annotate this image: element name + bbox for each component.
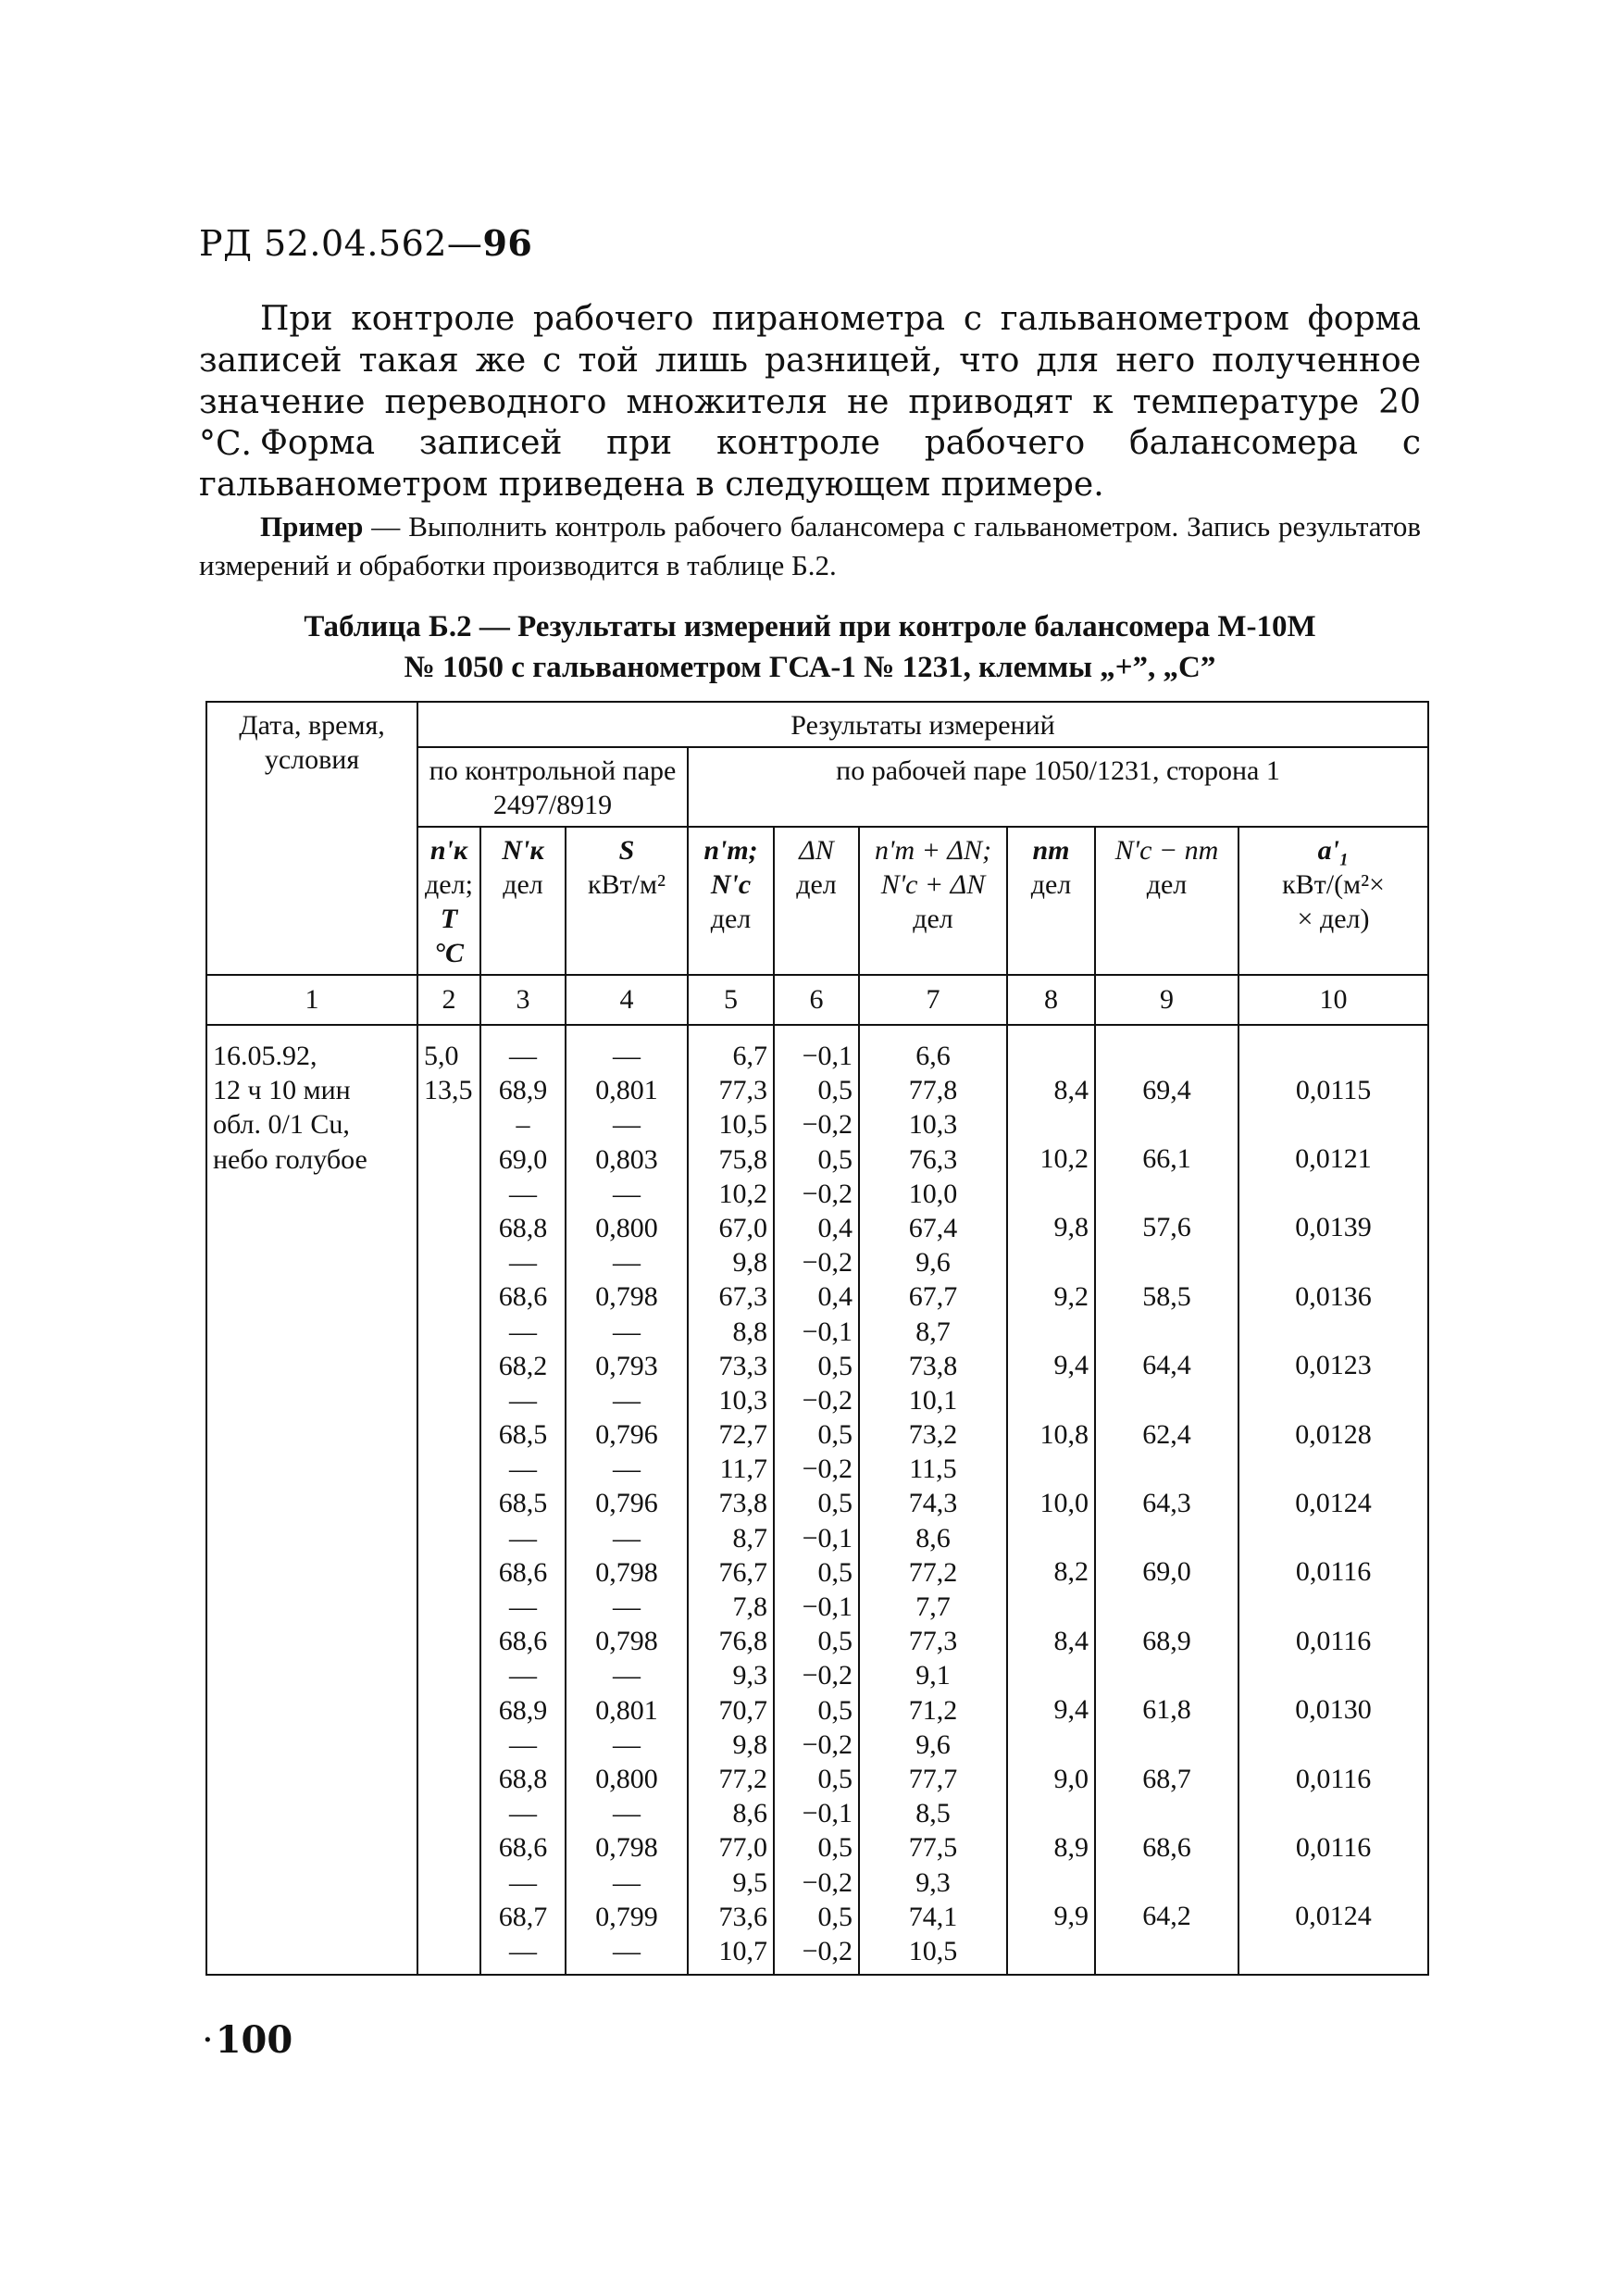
- cell-value: −0,1: [802, 1522, 853, 1554]
- cell-value: 0,799: [595, 1901, 658, 1932]
- cell-value: 9,0: [1053, 1763, 1089, 1794]
- cell-value: небо голубое: [213, 1143, 367, 1175]
- cell-value: 68,5: [498, 1488, 548, 1519]
- nt-cell: [1007, 1025, 1095, 1975]
- cell-value: 10,1: [908, 1384, 958, 1416]
- cell-value: 0,0128: [1295, 1418, 1372, 1450]
- cell-value: —: [509, 1384, 537, 1416]
- col-number: 2: [417, 975, 480, 1025]
- header-col-3: N'к дел: [480, 827, 566, 975]
- cell-value: 8,7: [915, 1316, 951, 1347]
- cell-value: −0,1: [802, 1591, 853, 1622]
- cell-value: 77,2: [718, 1763, 767, 1794]
- cell-value: −0,2: [802, 1247, 853, 1279]
- cell-value: 0,0116: [1295, 1763, 1372, 1794]
- cell-value: −0,2: [802, 1109, 853, 1141]
- cell-value: 0,798: [595, 1556, 658, 1588]
- example-lead: Пример: [260, 510, 364, 543]
- difference-cell: [1095, 1025, 1238, 1975]
- page-number: ·100: [202, 2018, 293, 2062]
- cell-value: 8,4: [1053, 1625, 1089, 1656]
- cell-value: 0,0123: [1295, 1350, 1372, 1381]
- cell-value: 73,2: [908, 1419, 958, 1451]
- col-number: 3: [480, 975, 566, 1025]
- cell-value: 67,4: [908, 1212, 958, 1243]
- cell-value: 9,1: [915, 1660, 951, 1691]
- cell-value: 68,2: [498, 1350, 548, 1381]
- table-caption: [199, 606, 1421, 688]
- cell-value: 73,8: [908, 1350, 958, 1381]
- header-col-7: n'т + ΔN; N'с + ΔN дел: [859, 827, 1007, 975]
- document-header: [199, 222, 532, 264]
- cell-value: 0,5: [817, 1694, 853, 1726]
- cell-value: 0,796: [595, 1488, 658, 1519]
- header-control-pair: по контрольной паре 2497/8919: [417, 747, 688, 827]
- example-note: [199, 507, 1421, 585]
- col-number: 1: [206, 975, 417, 1025]
- cell-value: 68,9: [1142, 1625, 1191, 1656]
- cell-value: −0,2: [802, 1454, 853, 1485]
- cell-value: —: [613, 1728, 641, 1760]
- cell-value: —: [613, 1591, 641, 1622]
- cell-value: 0,801: [595, 1075, 658, 1106]
- cell-value: 77,3: [718, 1075, 767, 1106]
- cell-value: 68,6: [498, 1626, 548, 1657]
- cell-value: 9,8: [732, 1247, 767, 1279]
- cell-value: 64,4: [1142, 1350, 1191, 1381]
- cell-value: —: [613, 1316, 641, 1347]
- cell-value: 77,7: [908, 1763, 958, 1794]
- cell-value: 6,7: [732, 1041, 767, 1071]
- cell-value: 61,8: [1142, 1694, 1191, 1726]
- cell-value: 9,3: [732, 1660, 767, 1691]
- cell-value: —: [509, 1728, 537, 1760]
- cell-value: —: [613, 1935, 641, 1966]
- cell-value: 8,8: [732, 1316, 767, 1347]
- cell-value: –: [516, 1109, 530, 1141]
- cell-value: —: [613, 1178, 641, 1209]
- cell-value: 8,7: [732, 1522, 767, 1554]
- cell-value: 9,6: [915, 1247, 951, 1279]
- cell-value: 68,5: [498, 1419, 548, 1451]
- cell-value: —: [509, 1522, 537, 1554]
- cell-value: 0,0116: [1295, 1831, 1372, 1863]
- cell-value: 9,8: [1053, 1212, 1089, 1243]
- cell-value: 76,7: [718, 1556, 767, 1588]
- cell-value: 13,5: [424, 1075, 473, 1106]
- cell-value: −0,2: [802, 1178, 853, 1209]
- header-col-5: n'т; N'с дел: [688, 827, 774, 975]
- cell-value: 0,793: [595, 1350, 658, 1381]
- table-body-row: [206, 1025, 1428, 1975]
- caption-line-1: Таблица Б.2 — Результаты измерений при контроле балансомера М-10М: [304, 610, 1316, 643]
- col-number: 9: [1095, 975, 1238, 1025]
- delta-n-cell: [774, 1025, 859, 1975]
- cell-value: —: [613, 1384, 641, 1416]
- cell-value: 67,0: [718, 1212, 767, 1243]
- cell-value: 6,6: [915, 1041, 951, 1071]
- control-s-cell: [566, 1025, 688, 1975]
- cell-value: 10,7: [718, 1935, 767, 1966]
- col-number: 5: [688, 975, 774, 1025]
- cell-value: 74,1: [908, 1901, 958, 1932]
- cell-value: 68,6: [498, 1556, 548, 1588]
- conditions-cell: [206, 1025, 417, 1975]
- cell-value: 9,4: [1053, 1350, 1089, 1381]
- cell-value: 68,6: [498, 1832, 548, 1864]
- cell-value: 64,2: [1142, 1901, 1191, 1932]
- cell-value: 0,0121: [1295, 1142, 1372, 1174]
- col-number: 8: [1007, 975, 1095, 1025]
- control-n-cell: [480, 1025, 566, 1975]
- cell-value: 0,0116: [1295, 1625, 1372, 1656]
- cell-value: 77,0: [718, 1832, 767, 1864]
- measurement-table: [205, 701, 1429, 1976]
- cell-value: 68,7: [498, 1901, 548, 1932]
- cell-value: 9,5: [732, 1866, 767, 1898]
- cell-value: 10,0: [1039, 1487, 1089, 1518]
- cell-value: 7,8: [732, 1591, 767, 1622]
- cell-value: —: [509, 1041, 537, 1071]
- example-text: — Выполнить контроль рабочего балансомера с гальванометром. Запись результатов измерений и обработки производится в таблице Б.2.: [199, 510, 1421, 581]
- cell-value: 0,0115: [1295, 1074, 1372, 1105]
- cell-value: 68,7: [1142, 1763, 1191, 1794]
- cell-value: 62,4: [1142, 1418, 1191, 1450]
- cell-value: 0,4: [817, 1281, 853, 1313]
- cell-value: 67,3: [718, 1281, 767, 1313]
- cell-value: обл. 0/1 Cu,: [213, 1109, 350, 1141]
- cell-value: —: [509, 1866, 537, 1898]
- cell-value: —: [509, 1660, 537, 1691]
- cell-value: 10,5: [908, 1935, 958, 1966]
- cell-value: 12 ч 10 мин: [213, 1075, 351, 1106]
- header-col-9: N'с − nт дел: [1095, 827, 1238, 975]
- cell-value: 73,3: [718, 1350, 767, 1381]
- cell-value: −0,1: [802, 1041, 853, 1071]
- cell-value: 0,0130: [1295, 1694, 1372, 1726]
- cell-value: −0,2: [802, 1728, 853, 1760]
- cell-value: 77,3: [908, 1626, 958, 1657]
- cell-value: 0,5: [817, 1901, 853, 1932]
- cell-value: 68,9: [498, 1075, 548, 1106]
- header-date: Дата, время, условия: [206, 702, 417, 975]
- cell-value: 9,9: [1053, 1901, 1089, 1932]
- paragraph-balancemeter: [199, 422, 1421, 505]
- cell-value: 68,6: [498, 1281, 548, 1313]
- cell-value: 10,3: [908, 1109, 958, 1141]
- cell-value: 8,6: [915, 1522, 951, 1554]
- cell-value: 68,9: [498, 1694, 548, 1726]
- cell-value: −0,1: [802, 1316, 853, 1347]
- cell-value: −0,2: [802, 1935, 853, 1966]
- cell-value: 8,6: [732, 1798, 767, 1829]
- header-working-pair: по рабочей паре 1050/1231, сторона 1: [688, 747, 1428, 827]
- cell-value: 64,3: [1142, 1487, 1191, 1518]
- cell-value: 10,2: [718, 1178, 767, 1209]
- cell-value: 76,8: [718, 1626, 767, 1657]
- cell-value: —: [509, 1178, 537, 1209]
- document-code: РД 52.04.562—: [199, 223, 483, 264]
- cell-value: 68,8: [498, 1763, 548, 1794]
- cell-value: 0,5: [817, 1626, 853, 1657]
- cell-value: 58,5: [1142, 1280, 1191, 1312]
- cell-value: 72,7: [718, 1419, 767, 1451]
- cell-value: 76,3: [908, 1143, 958, 1175]
- cell-value: —: [509, 1247, 537, 1279]
- cell-value: —: [613, 1660, 641, 1691]
- cell-value: 9,8: [732, 1728, 767, 1760]
- cell-value: −0,2: [802, 1660, 853, 1691]
- cell-value: 67,7: [908, 1281, 958, 1313]
- column-number-row: [206, 975, 1428, 1025]
- cell-value: 73,8: [718, 1488, 767, 1519]
- cell-value: —: [613, 1041, 641, 1071]
- cell-value: 9,6: [915, 1728, 951, 1760]
- cell-value: 68,6: [1142, 1831, 1191, 1863]
- cell-value: 0,798: [595, 1832, 658, 1864]
- cell-value: —: [509, 1935, 537, 1966]
- cell-value: 71,2: [908, 1694, 958, 1726]
- cell-value: −0,2: [802, 1384, 853, 1416]
- cell-value: 68,8: [498, 1212, 548, 1243]
- cell-value: 0,5: [817, 1763, 853, 1794]
- header-col-10: a'₁ кВт/(м²× × дел): [1238, 827, 1428, 975]
- cell-value: 5,0: [424, 1041, 459, 1071]
- cell-value: 75,8: [718, 1143, 767, 1175]
- cell-value: 0,0124: [1295, 1487, 1372, 1518]
- cell-value: —: [613, 1247, 641, 1279]
- col-number: 7: [859, 975, 1007, 1025]
- header-col-6: ΔN дел: [774, 827, 859, 975]
- cell-value: 0,5: [817, 1350, 853, 1381]
- cell-value: 0,796: [595, 1419, 658, 1451]
- factor-cell: [1238, 1025, 1428, 1975]
- cell-value: —: [613, 1522, 641, 1554]
- cell-value: 9,3: [915, 1866, 951, 1898]
- cell-value: 10,8: [1039, 1418, 1089, 1450]
- cell-value: 0,0124: [1295, 1901, 1372, 1932]
- cell-value: 69,4: [1142, 1074, 1191, 1105]
- cell-value: 0,798: [595, 1281, 658, 1313]
- cell-value: —: [509, 1454, 537, 1485]
- temperature-cell: [417, 1025, 480, 1975]
- caption-line-2: № 1050 с гальванометром ГСА-1 № 1231, клеммы „+”, „С”: [404, 651, 1216, 684]
- cell-value: 0,5: [817, 1143, 853, 1175]
- cell-value: 77,5: [908, 1832, 958, 1864]
- cell-value: 8,5: [915, 1798, 951, 1829]
- cell-value: 69,0: [498, 1143, 548, 1175]
- cell-value: 9,2: [1053, 1280, 1089, 1312]
- cell-value: —: [613, 1866, 641, 1898]
- cell-value: 0,5: [817, 1832, 853, 1864]
- cell-value: 0,803: [595, 1143, 658, 1175]
- header-col-8: nт дел: [1007, 827, 1095, 975]
- col-number: 10: [1238, 975, 1428, 1025]
- cell-value: —: [509, 1316, 537, 1347]
- cell-value: 70,7: [718, 1694, 767, 1726]
- cell-value: 10,0: [908, 1178, 958, 1209]
- header-results: Результаты измерений: [417, 702, 1428, 747]
- cell-value: 0,5: [817, 1488, 853, 1519]
- cell-value: 9,4: [1053, 1694, 1089, 1726]
- paragraph-text-2: Форма записей при контроле рабочего балансомера с гальванометром приведена в следующем примере.: [199, 424, 1421, 504]
- cell-value: 0,800: [595, 1212, 658, 1243]
- cell-value: 0,5: [817, 1419, 853, 1451]
- cell-value: 7,7: [915, 1591, 951, 1622]
- cell-value: 10,3: [718, 1384, 767, 1416]
- cell-value: 10,5: [718, 1109, 767, 1141]
- col-number: 6: [774, 975, 859, 1025]
- cell-value: 0,801: [595, 1694, 658, 1726]
- cell-value: 77,2: [908, 1556, 958, 1588]
- cell-value: −0,1: [802, 1798, 853, 1829]
- cell-value: 74,3: [908, 1488, 958, 1519]
- paragraph-text-1: При контроле рабочего пиранометра с гальванометром форма записей такая же с той лишь разницей, что для него полученное значение переводного множителя не приводят к температуре 20 °С.: [199, 300, 1421, 463]
- cell-value: 11,5: [909, 1454, 957, 1485]
- cell-value: 8,2: [1053, 1556, 1089, 1588]
- cell-value: 0,5: [817, 1556, 853, 1588]
- cell-value: —: [613, 1798, 641, 1829]
- cell-value: 8,4: [1053, 1074, 1089, 1105]
- cell-value: 69,0: [1142, 1556, 1191, 1588]
- cell-value: 10,2: [1039, 1142, 1089, 1174]
- cell-value: 0,798: [595, 1626, 658, 1657]
- cell-value: 66,1: [1142, 1142, 1191, 1174]
- cell-value: —: [613, 1109, 641, 1141]
- cell-value: −0,2: [802, 1866, 853, 1898]
- col-number: 4: [566, 975, 688, 1025]
- cell-value: 16.05.92,: [213, 1041, 317, 1071]
- cell-value: 11,7: [719, 1454, 767, 1485]
- cell-value: —: [613, 1454, 641, 1485]
- cell-value: 57,6: [1142, 1212, 1191, 1243]
- header-col-4: S кВт/м²: [566, 827, 688, 975]
- cell-value: 0,0139: [1295, 1212, 1372, 1243]
- cell-value: 0,4: [817, 1212, 853, 1243]
- cell-value: 73,6: [718, 1901, 767, 1932]
- cell-value: 8,9: [1053, 1831, 1089, 1863]
- working-n-cell: [688, 1025, 774, 1975]
- header-col-2: n'к дел; T °С: [417, 827, 480, 975]
- cell-value: 0,5: [817, 1075, 853, 1106]
- document-year: 96: [482, 222, 533, 264]
- cell-value: 0,800: [595, 1763, 658, 1794]
- cell-value: —: [509, 1798, 537, 1829]
- header-row-1: [206, 702, 1428, 747]
- cell-value: —: [509, 1591, 537, 1622]
- cell-value: 0,0116: [1295, 1556, 1372, 1588]
- cell-value: 0,0136: [1295, 1280, 1372, 1312]
- cell-value: 77,8: [908, 1075, 958, 1106]
- corrected-n-cell: [859, 1025, 1007, 1975]
